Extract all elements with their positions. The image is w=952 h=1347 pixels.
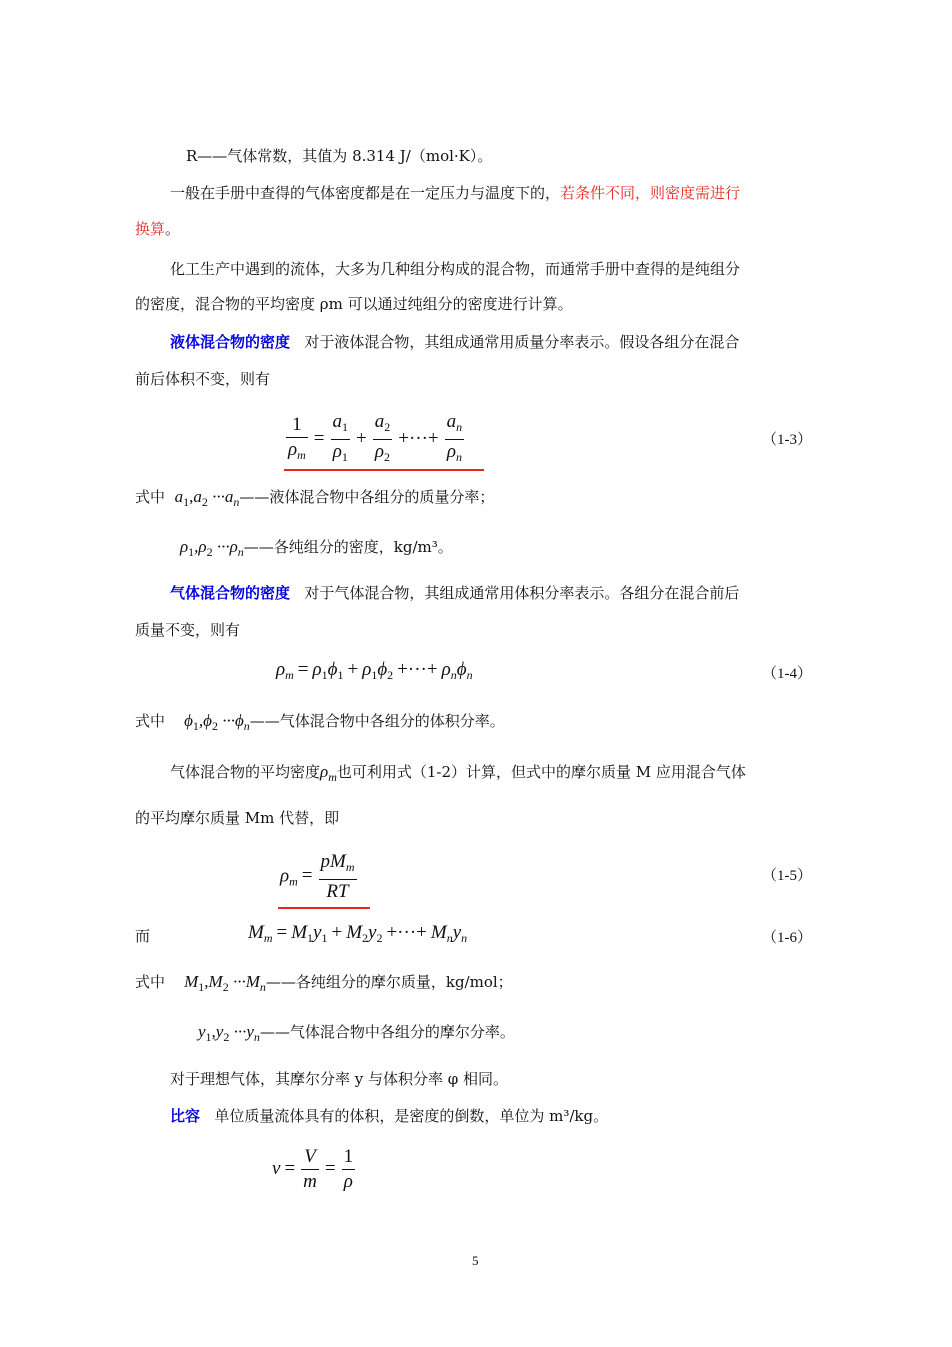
where-text: ——气体混合物中各组分的体积分率。: [249, 712, 505, 730]
equation-1-6: $M_m = M_1y_1 + M_2y_2$ +···+ $M_ny_n$: [248, 922, 468, 945]
section-heading-specific-volume: 比容: [170, 1107, 201, 1125]
gas-section-cont: 质量不变，则有: [135, 621, 241, 639]
equation-1-5: $\rho_m$ = $\frac{pM_m}{RT}$: [280, 851, 355, 902]
where-text: ——气体混合物中各组分的摩尔分率。: [259, 1023, 515, 1041]
where-molar-mass: 式中 $M_1,M_2$ $\cdot\cdot\cdot M_n——$各纯组分的摩尔质量，kg/mol；: [135, 972, 513, 994]
underline-mark: [284, 469, 484, 471]
and-label: 而: [135, 927, 151, 945]
liquid-section-cont: 前后体积不变，则有: [135, 370, 271, 388]
underline-mark: [278, 907, 370, 909]
where-mole-fraction: $y_1,y_2$ $\cdot\cdot\cdot y_n——$气体混合物中各组分的摩尔分率。: [198, 1022, 515, 1044]
equation-1-4: $\rho_m = \rho_1\phi_1 + \rho_1\phi_2$ +···+ $\rho_n\phi_n$: [276, 659, 473, 682]
liquid-section: [170, 332, 739, 352]
equation-number: （1-5）: [762, 868, 812, 884]
paragraph-text: 气体混合物的平均密度: [170, 763, 321, 781]
paragraph-text: 一般在手册中查得的气体密度都是在一定压力与温度下的，: [170, 184, 561, 202]
gas-section: [170, 583, 739, 603]
gas-text: 对于气体混合物，其组成通常用体积分率表示。各组分在混合前后: [304, 584, 740, 602]
section-heading-liquid: 液体混合物的密度: [170, 333, 291, 351]
equation-number: （1-3）: [762, 432, 812, 448]
paragraph-average-molar: 气体混合物的平均密度$\rho_m$也可利用式（1-2）计算，但式中的摩尔质量 M 应用混合气体: [170, 762, 746, 784]
highlight-text: 若条件不同，则密度需进行: [560, 184, 741, 202]
where-label: 式中: [135, 712, 166, 730]
paragraph-text: 也可利用式（1-2）计算，但式中的摩尔质量 M 应用混合气体: [336, 763, 746, 781]
where-label: 式中: [135, 488, 166, 506]
equation-number: （1-4）: [762, 666, 812, 682]
where-text: ——各纯组分的密度，kg/m³。: [243, 538, 453, 556]
highlight-text: 换算: [135, 220, 166, 238]
where-text: ——各纯组分的摩尔质量，kg/mol；: [265, 973, 513, 991]
equation-specific-volume: v = $\frac{V}{m}$ = $\frac{1}{\rho}$: [272, 1146, 354, 1192]
paragraph-mixtures-cont: 的密度，混合物的平均密度 ρm 可以通过纯组分的密度进行计算。: [135, 295, 573, 313]
where-text: ——液体混合物中各组分的质量分率；: [239, 488, 495, 506]
page-number: 5: [472, 1253, 479, 1268]
paragraph-average-molar-cont: 的平均摩尔质量 Mm 代替，即: [135, 809, 340, 827]
liquid-text: 对于液体混合物，其组成通常用质量分率表示。假设各组分在混合: [304, 333, 740, 351]
paragraph-gas-density-conditions-cont: [135, 219, 180, 239]
paragraph-gas-density-conditions: [170, 183, 740, 203]
period: 。: [165, 220, 181, 238]
specific-volume-section: [170, 1106, 608, 1126]
paragraph-mixtures: 化工生产中遇到的流体，大多为几种组分构成的混合物，而通常手册中查得的是纯组分: [170, 260, 741, 278]
equation-1-3: $\frac{1}{\rho_m}$ = $\frac{a_1}{\rho_1}$ + $\frac{a_2}{\rho_2}$ +···+ $\frac{a_n}{\rho_n}$: [288, 411, 463, 464]
specific-volume-text: 单位质量流体具有的体积，是密度的倒数，单位为 m³/kg。: [214, 1107, 609, 1125]
equation-number: （1-6）: [762, 930, 812, 946]
where-volume-fraction: 式中 $\phi_1,\phi_2$ $\cdot\cdot\cdot\phi_n——$气体混合物中各组分的体积分率。: [135, 711, 505, 733]
where-label: 式中: [135, 973, 166, 991]
r-definition: R——气体常数，其值为 8.314 J/（mol·K）。: [186, 147, 493, 165]
where-mass-fraction: 式中 $a_1,a_2$ $\cdot\cdot\cdot a_n——$液体混合物中各组分的质量分率；: [135, 487, 495, 509]
ideal-gas-note: 对于理想气体，其摩尔分率 y 与体积分率 φ 相同。: [170, 1070, 509, 1088]
section-heading-gas: 气体混合物的密度: [170, 584, 291, 602]
where-pure-density: $\rho_1,\rho_2$ $\cdot\cdot\cdot\rho_n——$各纯组分的密度，kg/m³。: [180, 537, 453, 559]
